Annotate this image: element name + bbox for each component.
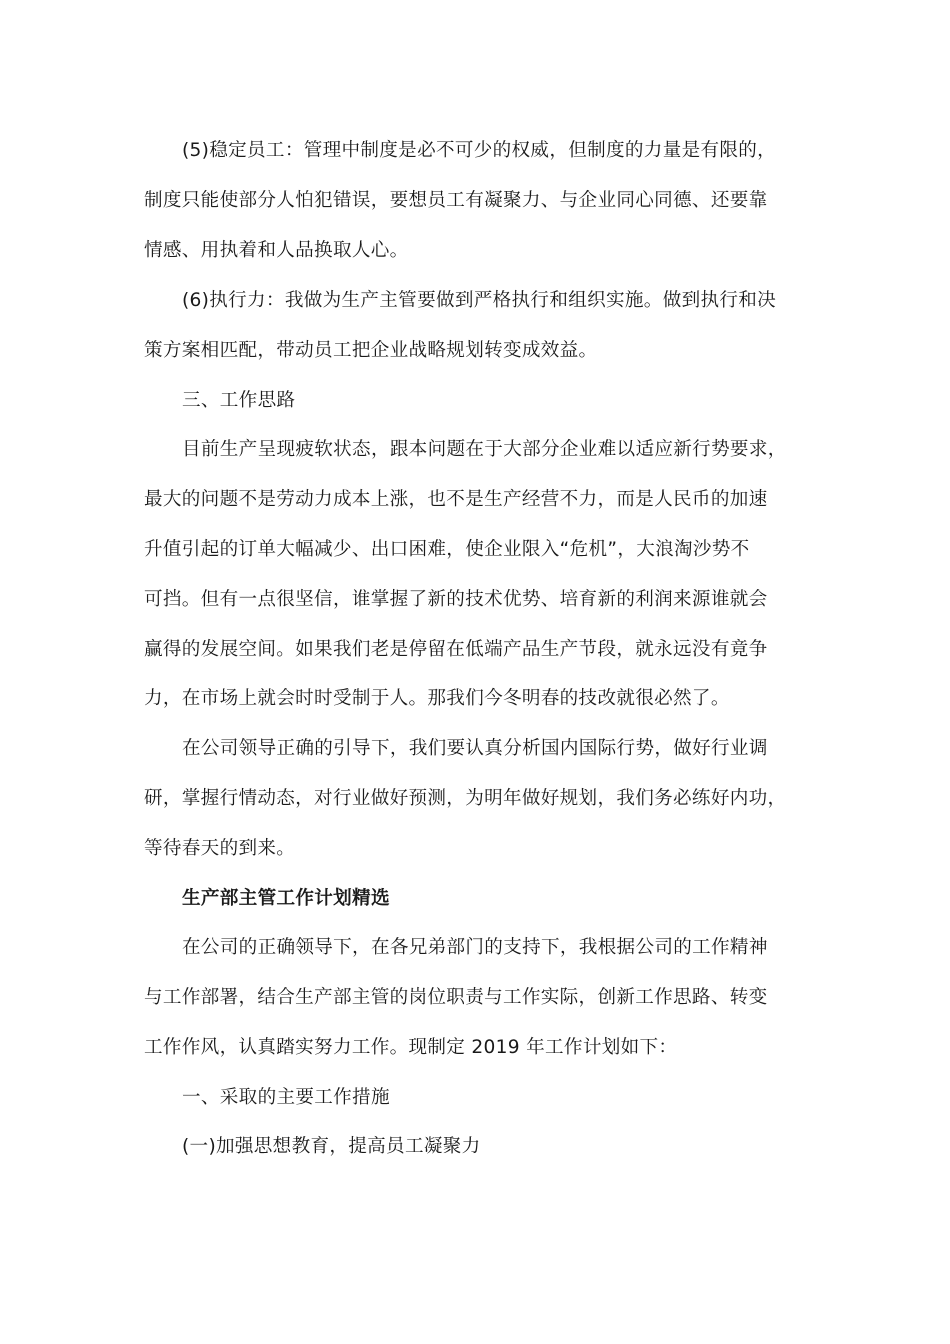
paragraph-line: 制度只能使部分人怕犯错误，要想员工有凝聚力、与企业同心同德、还要靠 [144, 190, 768, 211]
paragraph-line: 在公司领导正确的引导下，我们要认真分析国内国际行势，做好行业调 [182, 738, 768, 759]
paragraph-line: (5)稳定员工：管理中制度是必不可少的权威，但制度的力量是有限的， [182, 140, 777, 161]
paragraph-line: 升值引起的订单大幅减少、出口困难，使企业限入“危机”，大浪淘沙势不 [144, 539, 750, 560]
paragraph-line: (6)执行力：我做为生产主管要做到严格执行和组织实施。做到执行和决 [182, 290, 777, 311]
paragraph-line: 与工作部署，结合生产部主管的岗位职责与工作实际，创新工作思路、转变 [144, 987, 768, 1008]
section-heading: 一、采取的主要工作措施 [182, 1087, 390, 1108]
paragraph-line: 策方案相匹配，带动员工把企业战略规划转变成效益。 [144, 340, 598, 361]
document-title: 生产部主管工作计划精选 [182, 888, 390, 909]
paragraph-line: 工作作风，认真踏实努力工作。现制定 2019 年工作计划如下： [144, 1037, 678, 1058]
paragraph-line: 力，在市场上就会时时受制于人。那我们今冬明春的技改就很必然了。 [144, 688, 730, 709]
paragraph-line: 等待春天的到来。 [144, 838, 296, 859]
paragraph-line: 研，掌握行情动态，对行业做好预测，为明年做好规划，我们务必练好内功， [144, 788, 787, 809]
paragraph-line: 最大的问题不是劳动力成本上涨，也不是生产经营不力，而是人民币的加速 [144, 489, 768, 510]
paragraph-line: 赢得的发展空间。如果我们老是停留在低端产品生产节段，就永远没有竟争 [144, 639, 768, 660]
paragraph-line: 可挡。但有一点很坚信，谁掌握了新的技术优势、培育新的利润来源谁就会 [144, 589, 768, 610]
subsection-heading: (一)加强思想教育，提高员工凝聚力 [182, 1136, 481, 1157]
paragraph-line: 情感、用执着和人品换取人心。 [144, 240, 409, 261]
paragraph-line: 目前生产呈现疲软状态，跟本问题在于大部分企业难以适应新行势要求， [182, 439, 787, 460]
paragraph-line: 在公司的正确领导下，在各兄弟部门的支持下，我根据公司的工作精神 [182, 937, 768, 958]
section-heading: 三、工作思路 [182, 390, 296, 411]
